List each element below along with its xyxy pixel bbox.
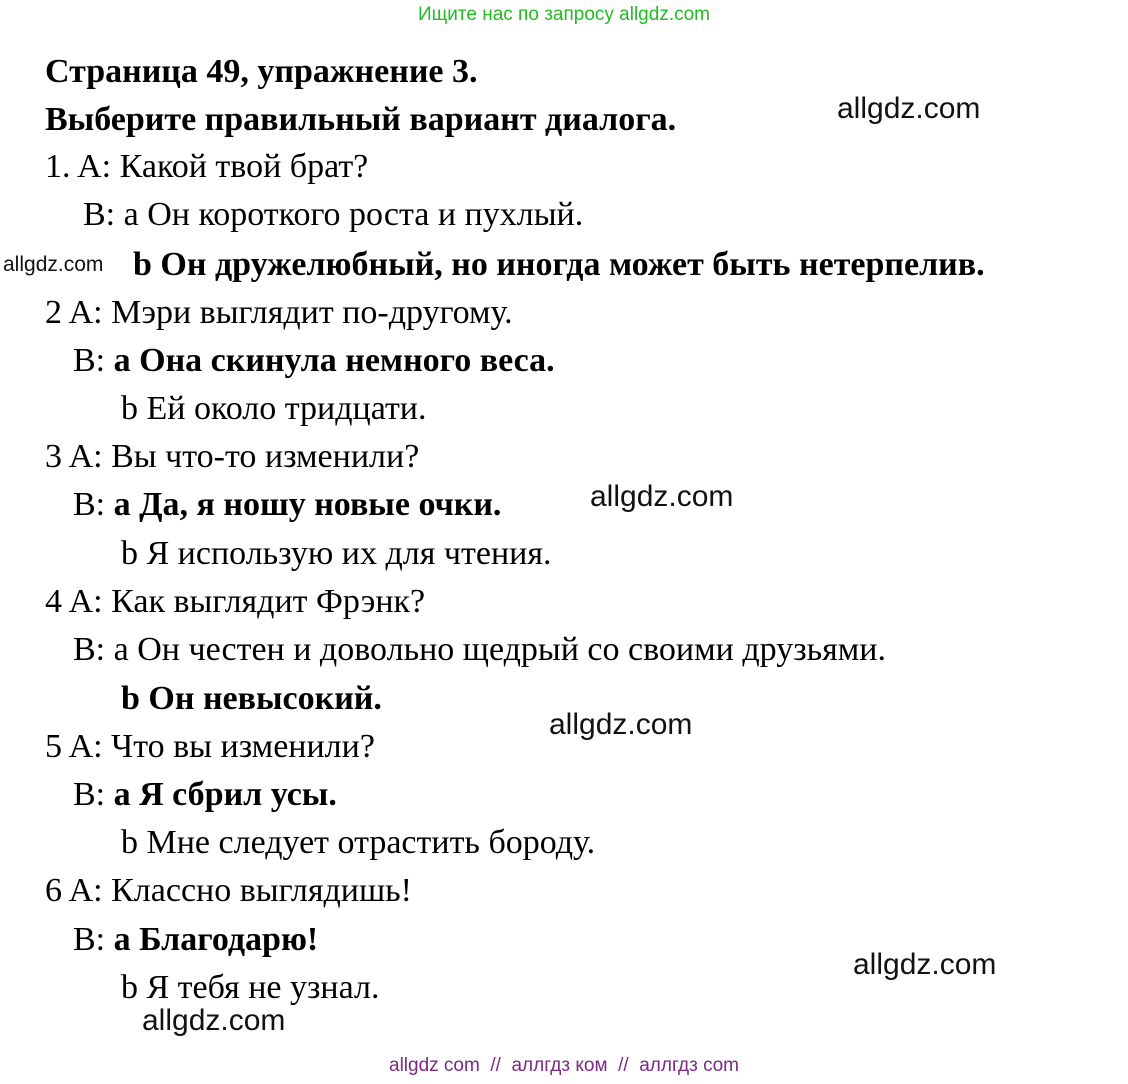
dialog-3-speaker: B:: [73, 486, 114, 523]
watermark: allgdz.com: [142, 1004, 286, 1037]
dialog-1-question: 1. A: Какой твой брат?: [45, 148, 369, 185]
dialog-6-speaker: B:: [73, 921, 114, 958]
dialog-2-speaker: B:: [73, 342, 114, 379]
dialog-2-option-b: b Ей около тридцати.: [121, 390, 427, 427]
instruction: Выберите правильный вариант диалога.: [45, 101, 677, 138]
dialog-3-option-a-line: [73, 485, 501, 525]
watermark: allgdz.com: [853, 948, 997, 981]
dialog-6-option-a: a Благодарю!: [113, 921, 319, 958]
footer-watermark: allgdz com // аллгдз ком // аллгдз com: [389, 1055, 739, 1076]
top-banner: Ищите нас по запросу allgdz.com: [417, 4, 710, 25]
dialog-5-option-b: b Мне следует отрастить бороду.: [121, 824, 596, 861]
dialog-3-option-b: b Я использую их для чтения.: [121, 535, 552, 572]
dialog-1-option-a: B: a Он короткого роста и пухлый.: [83, 196, 584, 233]
dialog-4-option-a: B: a Он честен и довольно щедрый со своими друзьями.: [73, 631, 886, 668]
dialog-5-option-a: a Я сбрил усы.: [113, 776, 337, 813]
dialog-1-option-b: b Он дружелюбный, но иногда может быть нетерпелив.: [133, 246, 985, 283]
dialog-4-question: 4 A: Как выглядит Фрэнк?: [45, 583, 426, 620]
dialog-2-option-a-line: [73, 341, 555, 381]
dialog-4-option-b: b Он невысокий.: [121, 680, 382, 717]
dialog-2-question: 2 A: Мэри выглядит по-другому.: [45, 294, 513, 331]
watermark: allgdz.com: [837, 92, 981, 125]
dialog-6-question: 6 A: Классно выглядишь!: [45, 872, 412, 909]
dialog-3-option-a: a Да, я ношу новые очки.: [113, 486, 502, 523]
dialog-3-question: 3 A: Вы что-то изменили?: [45, 438, 420, 475]
dialog-5-question: 5 A: Что вы изменили?: [45, 728, 375, 765]
watermark: allgdz.com: [590, 480, 734, 513]
dialog-2-option-a: a Она скинула немного веса.: [113, 342, 555, 379]
dialog-6-option-a-line: [73, 920, 318, 960]
dialog-6-option-b: b Я тебя не узнал.: [121, 969, 380, 1006]
page-title: Страница 49, упражнение 3.: [45, 53, 478, 90]
dialog-5-option-a-line: [73, 775, 337, 815]
watermark: allgdz.com: [549, 708, 693, 741]
watermark: allgdz.com: [3, 253, 104, 276]
dialog-5-speaker: B:: [73, 776, 114, 813]
